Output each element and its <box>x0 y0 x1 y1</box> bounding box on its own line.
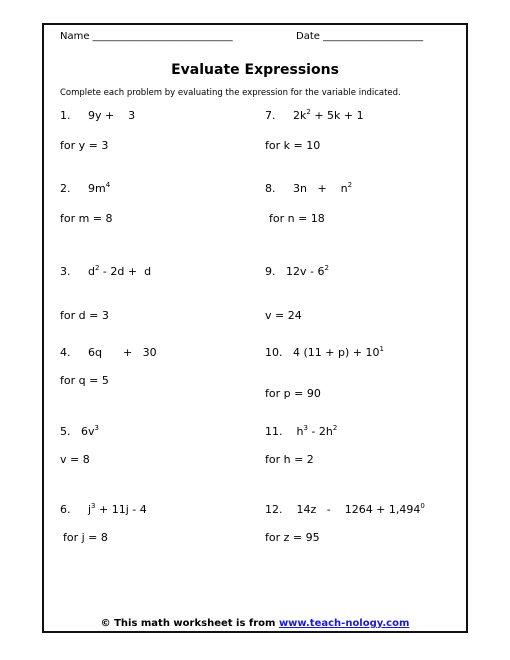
problem-11-expression: 11. $h^3 - 2h^2$ <box>265 424 338 438</box>
footer-text: © This math worksheet is from <box>100 618 279 629</box>
problem-9-condition: v = 24 <box>265 309 302 322</box>
problem-1-expression: 1. 9y + 3 <box>60 109 136 122</box>
problem-5-condition: v = 8 <box>60 453 90 466</box>
problem-3-expression: 3. $d^2 - 2d + d$ <box>60 264 152 278</box>
footer-link[interactable]: www.teach-nology.com <box>278 618 410 629</box>
problem-8-condition: for n = 18 <box>269 212 325 225</box>
problem-6-condition: for j = 8 <box>63 531 108 544</box>
problem-6-expression: 6. $j^3 + 11j - 4$ <box>60 502 147 516</box>
problem-12-expression: 12. 14z - $1264 + 1,494^0$ <box>265 502 425 516</box>
page-title: Evaluate Expressions <box>171 62 339 78</box>
problem-4-expression: 4. 6q + 30 <box>60 346 157 359</box>
problem-4-condition: for q = 5 <box>60 374 109 387</box>
problem-2-condition: for m = 8 <box>60 212 113 225</box>
problem-2-expression: 2. $9m^4$ <box>60 181 111 195</box>
problem-7-expression: 7. $2k^2 + 5k + 1$ <box>265 108 364 122</box>
problem-1-condition: for y = 3 <box>60 139 109 152</box>
date-field: Date ____________________ <box>296 31 424 42</box>
problem-10-condition: for p = 90 <box>265 387 321 400</box>
problem-7-condition: for k = 10 <box>265 139 321 152</box>
problem-5-expression: 5. $6v^3$ <box>60 424 99 438</box>
problem-3-condition: for d = 3 <box>60 309 109 322</box>
problem-9-expression: 9. $12v - 6^2$ <box>265 264 329 278</box>
problem-10-expression: 10. 4 $(11 + p) + 10^1$ <box>265 345 384 359</box>
instructions: Complete each problem by evaluating the expression for the variable indicated. <box>60 88 401 98</box>
problem-11-condition: for h = 2 <box>265 453 314 466</box>
problem-8-expression: 8. 3n + $n^2$ <box>265 181 353 195</box>
problem-12-condition: for z = 95 <box>265 531 320 544</box>
footer <box>0 618 510 629</box>
name-field: Name ____________________________ <box>60 31 233 42</box>
